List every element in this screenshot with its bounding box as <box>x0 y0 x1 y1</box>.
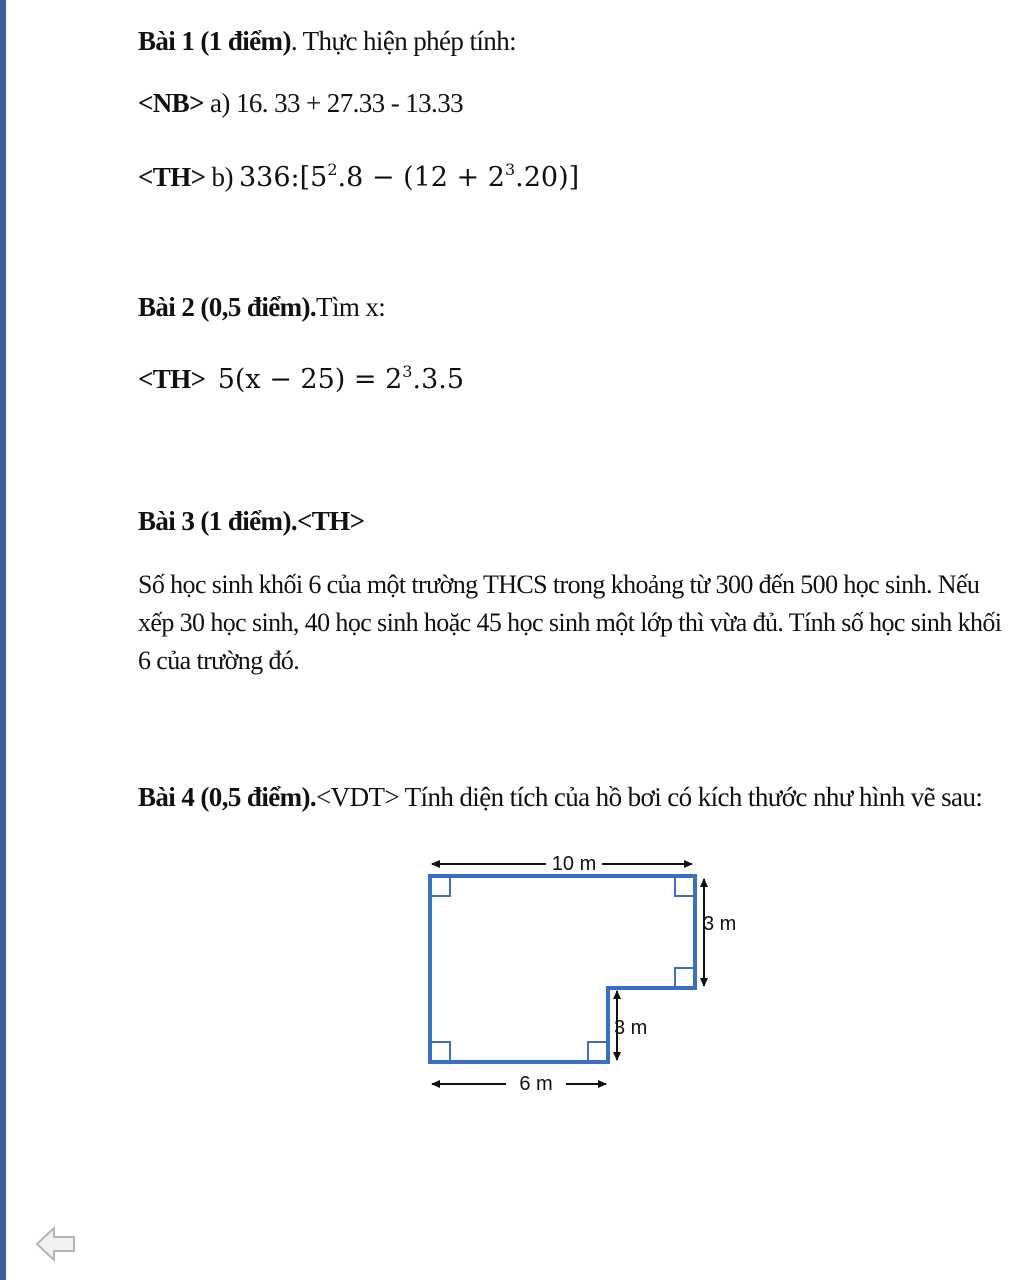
bai4-title: Bài 4 (0,5 điểm). <box>138 782 317 812</box>
step-dimension-label: 3 m <box>614 1017 648 1039</box>
bai2-heading <box>138 292 385 323</box>
pool-diagram <box>420 848 750 1108</box>
bai2-equation: $5(x - 25) = 2^3.3.5$ <box>217 362 465 395</box>
bai1-b-label: b) <box>211 162 233 192</box>
bai1-part-b <box>138 162 579 193</box>
bai4-instruction: <VDT> Tính diện tích của hồ bơi có kích thước như hình vẽ sau: <box>316 782 983 812</box>
bai1-a-tag: <NB> <box>138 88 204 118</box>
bai2-equation-line <box>138 364 464 395</box>
bai1-b-tag: <TH> <box>138 162 206 192</box>
back-arrow-icon[interactable] <box>34 1222 78 1266</box>
bai3-title: Bài 3 (1 điểm).<TH> <box>138 506 365 536</box>
bottom-dimension-label: 6 m <box>519 1073 553 1095</box>
bai1-part-a <box>138 88 463 119</box>
bai1-a-expression: a) 16. 33 + 27.33 - 13.33 <box>210 88 463 118</box>
top-dimension-label: 10 m <box>551 853 597 875</box>
bai1-instruction: . Thực hiện phép tính: <box>290 26 516 56</box>
bai1-title: Bài 1 (1 điểm) <box>138 26 291 56</box>
bai1-heading <box>138 26 516 57</box>
pool-outline <box>430 876 695 1062</box>
bai3-problem-text: Số học sinh khối 6 của một trường THCS trong khoảng từ 300 đến 500 học sinh. Nếu xếp 30 học sinh, 40 học sinh hoặc 45 học sinh một lớp thì vừa đủ. Tính số học sinh khối 6 của trường đó. <box>138 570 1002 675</box>
right-dimension-label: 3 m <box>703 913 737 935</box>
bai2-instruction: Tìm x: <box>316 292 386 322</box>
bai1-b-expression: $336:[5^2.8 - (12 + 2^3.20)]$ <box>239 160 580 193</box>
right-angle-marks <box>432 878 693 1060</box>
bai4-heading <box>138 782 982 813</box>
bai2-tag: <TH> <box>138 364 206 394</box>
bai2-title: Bài 2 (0,5 điểm). <box>138 292 317 322</box>
